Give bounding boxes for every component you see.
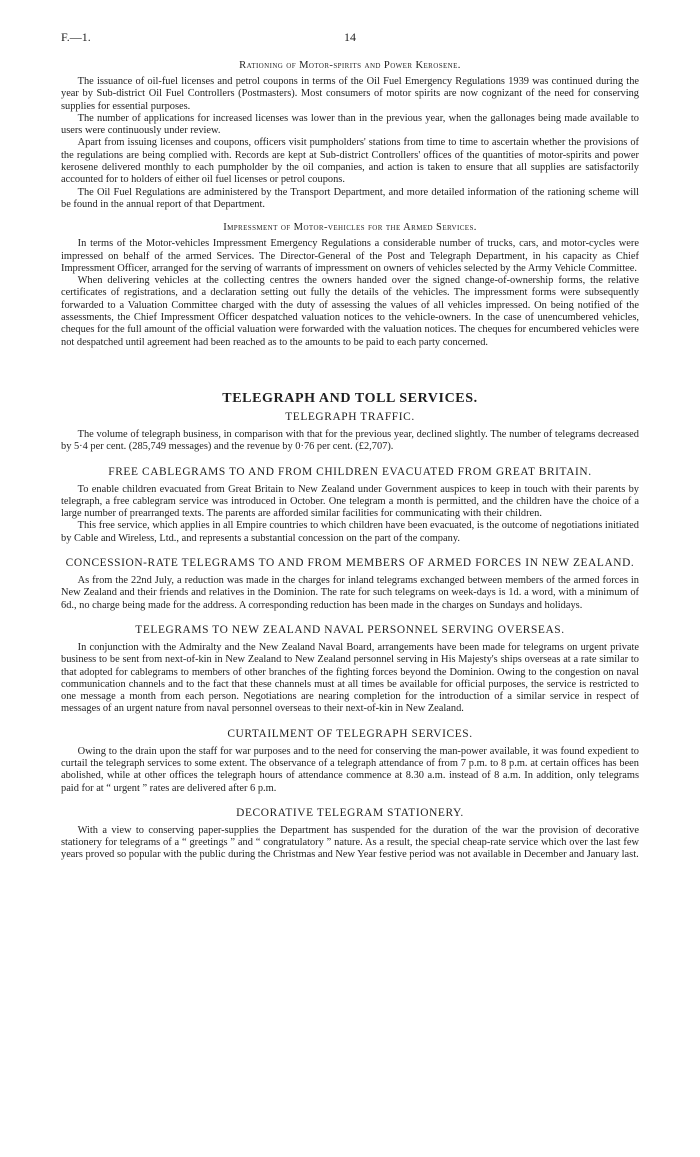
subsection-heading: CURTAILMENT OF TELEGRAPH SERVICES. [227,727,473,740]
paragraph: As from the 22nd July, a reduction was made in the charges for inland telegrams exchanged between members of the armed forces in New Zealand and their friends and relatives in the Dominion. The rate for such telegrams on week-days is 1d. a word, with a minimum of 6d., no charge being made for the address. A corresponding reduction has been made in the charges on Sundays and holidays. [61,575,639,611]
section-impressment [61,222,639,349]
page-content [61,60,639,862]
section-heading: Rationing of Motor-spirits and Power Kerosene. [239,60,461,71]
subsection-heading: DECORATIVE TELEGRAM STATIONERY. [236,806,464,819]
paragraph: With a view to conserving paper-supplies the Department has suspended for the duration of the war the provision of decorative stationery for telegrams of a “ greetings ” and “ congratulatory ” nature. As a result, the special cheap-rate service which over the last few years proved so popular with the public during the Christmas and New Year festive period was not available in December and January last. [61,824,639,861]
paragraph: In conjunction with the Admiralty and the New Zealand Naval Board, arrangements have been made for telegrams on urgent private business to be sent from next-of-kin in New Zealand to New Zealand personnel serving in His Majesty's ships overseas at a rate similar to that adopted for cablegrams to members of other branches of the fighting forces beyond the Dominion. Owing to the congestion on naval communication channels and to the fact that these channels must at all times be available for official purposes, the service is restricted to one message a month from each person. Negotiations are nearing completion for the introduction of a similar service in respect of messages of an urgent nature from naval personnel overseas to their next-of-kin in New Zealand. [61,641,639,715]
paragraph: Apart from issuing licenses and coupons, officers visit pumpholders' stations from time to time to ascertain whether the provisions of the regulations are being complied with. Records are kept at Sub-district Controllers' offices of the quantities of motor-spirits and power kerosene delivered monthly to each pumpholder by the oil companies, and action is taken to ensure that all supplies are satisfactorily accounted for to holders of either oil fuel licenses or petrol coupons. [61,137,639,186]
running-header [61,30,639,46]
paragraph: When delivering vehicles at the collecting centres the owners handed over the signed change-of-ownership forms, the relative certificates of registrations, and a declaration setting out fully the details of the vehicles. The impressment forms were subsequently forwarded to a Valuation Committee charged with the duty of assessing the values of all vehicles impressed. On being notified of the assessments, the Chief Impressment Officer despatched valuation notices to the vehicle-owners. In the case of unencumbered vehicles, cheques for the full amount of the official valuation were forwarded with the valuation notices. The cheques for encumbered vehicles were not despatched until agreement had been reached as to the amounts to be paid to each party concerned. [61,275,639,348]
major-heading: TELEGRAPH AND TOLL SERVICES. [222,390,478,406]
paragraph: The Oil Fuel Regulations are administered by the Transport Department, and more detailed information of the rationing scheme will be found in the annual report of that Department. [61,186,639,210]
paragraph: The number of applications for increased licenses was lower than in the previous year, when the gallonages being made available to users were continuously under review. [61,112,639,137]
subsection-free-cablegrams [61,466,639,545]
document-reference: F.—1. [61,30,91,44]
subsection-heading: FREE CABLEGRAMS TO AND FROM CHILDREN EVACUATED FROM GREAT BRITAIN. [108,465,592,478]
subsection-naval-personnel [61,624,639,716]
paragraph: The volume of telegraph business, in comparison with that for the previous year, declined slightly. The number of telegrams decreased by 5·4 per cent. (285,749 messages) and the revenue by 0·76 per cent. (£2,707). [61,428,639,453]
page-number: 14 [344,30,356,44]
subsection-concession-rate [61,557,639,612]
paragraph: To enable children evacuated from Great Britain to New Zealand under Government auspices to keep in touch with their parents by telegraph, a free cablegram service was introduced in October. One telegram a month is permitted, and the children have the choice of a large number of prearranged texts. The parents are afforded similar facilities for communicating with their children. [61,483,639,520]
paragraph: Owing to the drain upon the staff for war purposes and to the need for conserving the man-power available, it was found expedient to curtail the telegraph services to some extent. The observance of a telegraph attendance of from 7 p.m. to 8 p.m. at certain offices has been abolished, while at other offices the telegraph hours of attendance commence at 8.30 a.m. instead of 8 a.m. In addition, only telegrams paid for at “ urgent ” rates are delivered after 6 p.m. [61,745,639,794]
section-heading: Impressment of Motor-vehicles for the Armed Services. [223,222,477,234]
paragraph: In terms of the Motor-vehicles Impressment Emergency Regulations a considerable number of trucks, cars, and motor-cycles were impressed on behalf of the armed Services. The Director-General of the Post and Telegraph Department, in his capacity as Chief Impressment Officer, arranged for the serving of warrants of impressment on owners of vehicles selected by the Army Vehicle Committee. [61,238,639,274]
subsection-telegraph-traffic [61,411,639,454]
section-rationing [61,60,639,211]
subsection-curtailment [61,728,639,795]
subsection-heading: TELEGRAPH TRAFFIC. [285,410,415,423]
subsection-decorative-stationery [61,807,639,862]
subsection-heading: CONCESSION-RATE TELEGRAMS TO AND FROM MEMBERS OF ARMED FORCES IN NEW ZEALAND. [65,557,635,570]
paragraph: The issuance of oil-fuel licenses and petrol coupons in terms of the Oil Fuel Emergency Regulations 1939 was continued during the year by Sub-district Oil Fuel Controllers (Postmasters). Most consumers of motor spirits are now cognizant of the need for conserving supplies for essential purposes. [61,76,639,112]
paragraph: This free service, which applies in all Empire countries to which children have been evacuated, is the outcome of negotiations initiated by Cable and Wireless, Ltd., and represents a substantial concession on the part of the company. [61,520,639,544]
subsection-heading: TELEGRAMS TO NEW ZEALAND NAVAL PERSONNEL SERVING OVERSEAS. [135,623,565,636]
